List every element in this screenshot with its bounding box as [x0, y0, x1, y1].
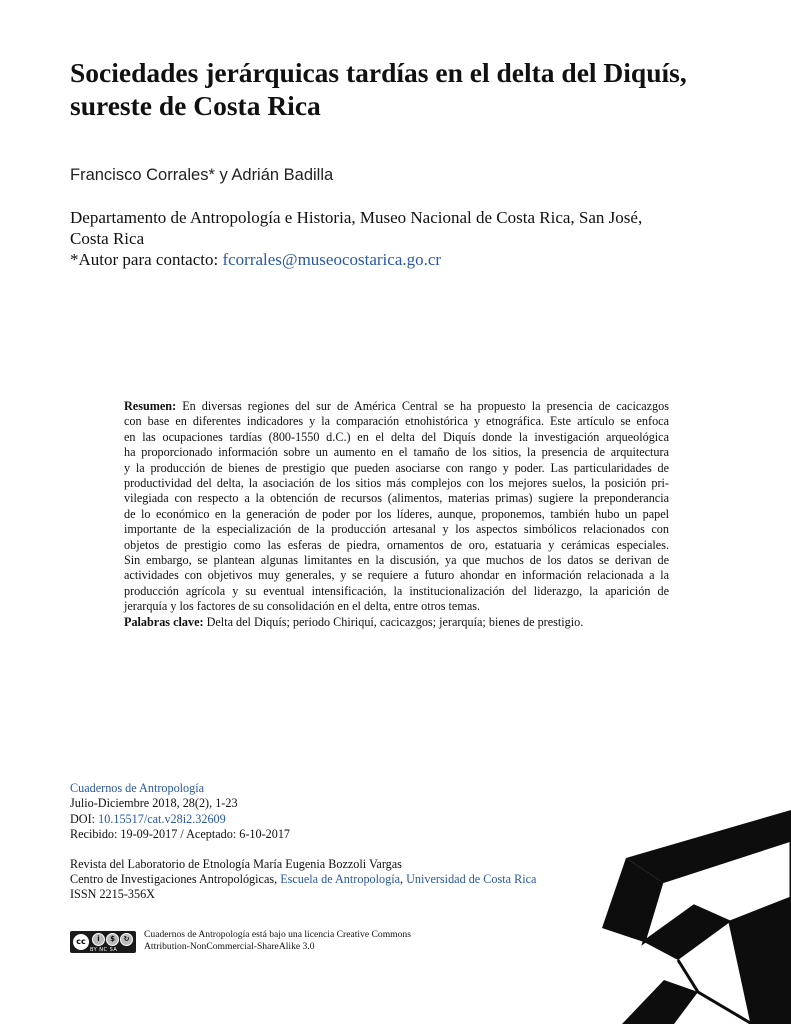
abstract-line: productividad del delta, la asociación de los sitios más complejos con los mejores suelos, la posición pri-	[124, 476, 669, 491]
abstract-line: en las ocupaciones tardías (800-1550 d.C.) en el delta del Diquís donde la investigación arqueológica	[124, 429, 669, 444]
abstract-line: y la producción de bienes de prestigio que pueden asociarse con rango y poder. Las particularidades de	[124, 460, 669, 475]
issn: ISSN 2215-356X	[70, 887, 155, 902]
escuela-link[interactable]: Escuela de Antropología	[280, 872, 400, 887]
abstract-first-line	[124, 399, 669, 414]
nc-icon: $	[106, 933, 119, 946]
journal-info	[70, 781, 630, 903]
abstract-label: Resumen:	[124, 399, 177, 413]
sa-icon: ↻	[120, 933, 133, 946]
journal-institutions	[70, 872, 630, 887]
license-text	[144, 929, 411, 953]
abstract-line: ha proporcionado información sobre un aumento en el tamaño de los sitios, la presencia de arquitectura	[124, 445, 669, 460]
license-block	[70, 929, 411, 953]
doi	[70, 812, 630, 827]
institution-separator: ,	[400, 872, 407, 887]
centro-text: Centro de Investigaciones Antropológicas,	[70, 872, 281, 887]
abstract	[124, 399, 669, 630]
affiliation-line-1: Departamento de Antropología e Historia, Museo Nacional de Costa Rica, San José,	[70, 208, 643, 227]
contact	[70, 249, 441, 270]
contact-email-link[interactable]: fcorrales@museocostarica.go.cr	[222, 250, 442, 269]
keywords-label: Palabras clave:	[124, 614, 204, 629]
universidad-link[interactable]: Universidad de Costa Rica	[406, 872, 537, 887]
journal-logo-icon	[602, 810, 791, 1024]
abstract-line: Sin embargo, se plantean algunas limitantes en la discusión, ya que muchos de los datos se derivan de	[124, 553, 669, 568]
contact-label: *Autor para contacto:	[70, 250, 223, 269]
doi-label: DOI:	[70, 811, 99, 826]
by-icon: i	[92, 933, 105, 946]
doi-link[interactable]: 10.15517/cat.v28i2.32609	[98, 811, 226, 826]
abstract-text-start: En diversas regiones del sur de América Central se ha propuesto la presencia de cacicazgos	[176, 399, 669, 413]
affiliation-line-2: Costa Rica	[70, 229, 145, 248]
journal-lab: Revista del Laboratorio de Etnología María Eugenia Bozzoli Vargas	[70, 856, 402, 871]
abstract-last-line: jerarquía y los factores de su consolidación en el delta, entre otros temas.	[124, 599, 481, 614]
keywords	[124, 615, 669, 630]
journal-issue: Julio-Diciembre 2018, 28(2), 1-23	[70, 796, 238, 811]
abstract-line: actividades con objetivos muy generales, y se requiere a futuro ahondar en información relacionada a la	[124, 568, 669, 583]
authors: Francisco Corrales* y Adrián Badilla	[70, 166, 334, 184]
license-line-2: Attribution-NonCommercial-ShareAlike 3.0	[144, 941, 315, 952]
abstract-line: con base en diferentes indicadores y la comparación etnohistórica y etnográfica. Este artículo se enfoca	[124, 414, 669, 429]
cc-license-badge-icon[interactable]	[70, 931, 136, 953]
cc-badge-caption: BY NC SA	[90, 947, 118, 953]
abstract-line: importante de la especialización de la producción artesanal y los aspectos simbólicos relacionados con	[124, 522, 669, 537]
abstract-line: vilegiada con respecto a la obtención de recursos (alimentos, materias primas) sugiere la preponderancia	[124, 491, 669, 506]
affiliation	[70, 207, 730, 249]
title-line-2: sureste de Costa Rica	[70, 90, 321, 121]
abstract-line: producción agrícola y su eventual intensificación, la institucionalización del liderazgo, la aparición de	[124, 583, 669, 598]
article-title	[70, 56, 750, 122]
logo-bottom-step	[622, 980, 698, 1024]
license-line-1: Cuadernos de Antropología está bajo una licencia Creative Commons	[144, 929, 411, 940]
cc-icon: cc	[73, 934, 89, 950]
submission-dates: Recibido: 19-09-2017 / Aceptado: 6-10-2017	[70, 827, 291, 842]
abstract-line: de lo económico en la generación de poder por los líderes, aunque, proponemos, también hubo un papel	[124, 506, 669, 521]
logo-top-bar	[626, 810, 791, 882]
abstract-line: objetos de prestigio como las esferas de piedra, ornamentos de oro, estatuaria y cerámicas especiales.	[124, 537, 669, 552]
keywords-text: Delta del Diquís; periodo Chiriquí, cacicazgos; jerarquía; bienes de prestigio.	[203, 614, 584, 629]
title-line-1: Sociedades jerárquicas tardías en el delta del Diquís,	[70, 57, 687, 88]
journal-name-link[interactable]: Cuadernos de Antropología	[70, 781, 205, 795]
